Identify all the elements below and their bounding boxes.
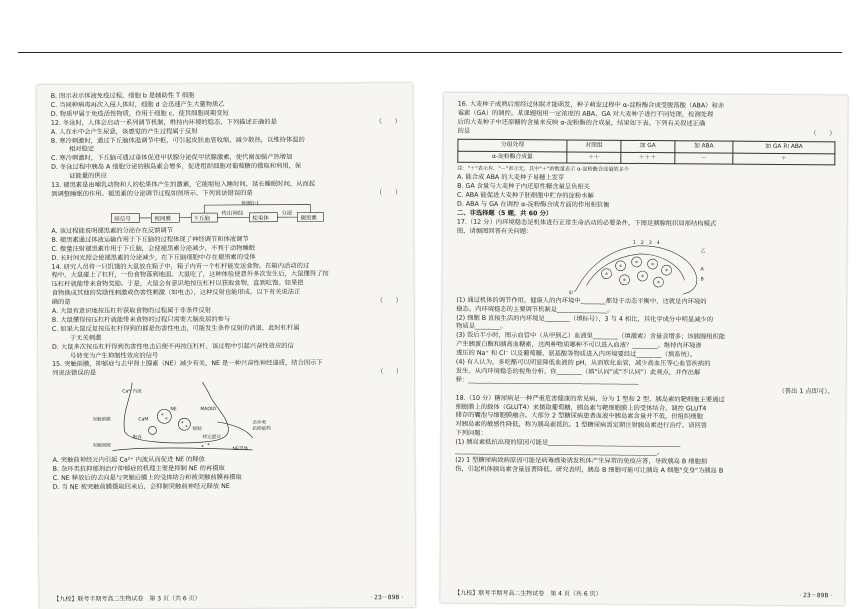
q15-option-a: A. 突触前神经元内引起 Ca²⁺ 内流从而促进 NE 的释放: [53, 455, 403, 466]
q12-option-a: A. 人在水中会产生尿意，该感觉的产生过程属于反射: [51, 127, 401, 138]
fig-label-jia: 甲: [568, 289, 573, 296]
q17-item-4-cont2: 释：______________________________________________________: [456, 377, 834, 389]
question-13: 13. 褪黑素是由哺乳动物和人的松果体产生的激素，它能缩短入睡时间，延长睡眠时间，从而起: [51, 180, 401, 191]
node-efferent: 传出神经: [221, 209, 244, 217]
question-18-line1: 18.（10 分）糖尿病是一种严重危害健康的常见病，分为 1 型和 2 型，胰岛素的靶细胞主要通过: [456, 394, 834, 406]
question-18-line3: 储存的囊泡与细胞膜融合。大部分 2 型糖尿病患者血液中胰岛素含量并不低，但组织细胞: [455, 412, 833, 424]
q14-option-d: D. 大鼠多次按压杠杆得到伤害性电击后便不再按压杠杆，该过程中引起兴奋性效应的信: [52, 342, 402, 353]
q11-option-c: C. 当同种病毒再次入侵人体时，细胞 d 会迅速产生大量物质乙: [51, 100, 401, 111]
q17-item-4: (4) 有人认为，多吃醋可以明显降低血液的 pH，从而软化血管，减少高血压等心血管疾病的: [456, 359, 834, 371]
q11-option-d: D. 物质甲属于免疫活性物质，作用于细胞 c，使其细胞周期变短: [51, 109, 401, 120]
fig-label-3: 3: [649, 240, 652, 246]
table-cell: 加 GA: [621, 140, 675, 152]
pancreas-tissue-diagram: [456, 238, 834, 297]
section-heading-2: 二、非选择题（5 题，共 60 分）: [457, 210, 835, 222]
q17-item-2: (2) 细胞 B 直接生活的内环境是________（填标号），3 与 4 相比，其化学成分中明显减少的: [456, 314, 834, 326]
q12-option-d: D. 冬泳过程中胰岛 A 细胞分泌的胰岛素会增多，促进组织细胞对葡萄糖的摄取和利用，保: [51, 162, 401, 173]
table-cell: －: [674, 152, 733, 164]
q17-item-3-cont: 产生胰蛋白酶和胰高血糖素，这两种物质哪种不可以进入血液？________。维持内环境渗: [456, 341, 834, 353]
feedback-label: 抑制(-): [241, 200, 258, 206]
node-melatonin: 褪黑素: [300, 213, 317, 221]
label-cam: CaM: [138, 417, 148, 423]
label-transporter: 转运蛋白: [202, 433, 221, 440]
node-retina: 视网膜: [154, 214, 171, 222]
fig-label-4: 4: [657, 240, 660, 246]
table-cell: α-淀粉酶合成量: [458, 151, 567, 164]
pancreas-svg: [456, 238, 836, 297]
fig-label-1: 1: [633, 240, 636, 246]
q14-option-a: A. 大鼠有意识地按压杠杆获取食物的过程属于非条件反射: [52, 306, 402, 317]
node-hypothalamus: 下丘脑: [193, 214, 210, 222]
q18-item-1: (1) 胰岛素抵抗出现的原因可能是__________________________________________: [455, 439, 833, 451]
question-14-line2: 程中，大鼠碰上了杠杆，一份食物落到地面。大鼠吃了，这种体验使意外多次发生后，大鼠懂得了按: [52, 270, 402, 281]
q14-option-d-cont: 号转变为产生抑制性效应的信号: [52, 351, 402, 362]
question-15-line2: （ ） 列说法错误的是: [52, 368, 402, 379]
q12-option-b-cont: 相对稳定: [51, 145, 401, 156]
q18-item-1-cont: ________________________________________________________________。: [455, 448, 833, 460]
label-endocytosis: 胞吞: [132, 434, 142, 441]
q14-option-c-cont: 于无关刺激: [52, 333, 402, 344]
question-17-line1: 17.（12 分）内环境稳态是机体进行正常生命活动的必要条件，下图是胰腺组织局部结构模式: [457, 219, 835, 231]
question-14-line5: （ ） 确的是: [52, 297, 402, 308]
q13-option-b: B. 褪黑素通过体液运输作用于下丘脑的过程体现了神经调节和体液调节: [51, 235, 401, 246]
right-footer-title: 【九校】联考半期考高二生物试卷 第 4 页（共 6 页）: [454, 588, 601, 598]
q14-option-c: C. 如果大鼠反复按压杠杆得到的都是伤害性电击，可能发生条件反射的消退，此时杠杆属: [52, 324, 402, 335]
label-ca-influx: Ca²⁺内流: [122, 388, 142, 395]
label-antidepressant: 抗抑郁药: [252, 425, 271, 432]
q12-option-c: C. 寒冷刺激时，下丘脑可通过垂体促进甲状腺分泌促甲状腺激素，使代谢加强产热增加: [51, 153, 401, 164]
question-16-line1: 16. 大麦种子成熟后需经过休眠才能萌发，种子萌发过程中 α-淀粉酶合成受脱落酸（ABA）和赤: [458, 101, 836, 113]
synapse-svg: [52, 379, 402, 455]
node-pineal: 松果体: [252, 214, 269, 222]
node-dark-signal: 暗信号: [114, 214, 131, 222]
question-12: （ ） 12. 冬泳时，人体会启动一系列调节机制，维持内环境的稳态，下列描述正确的是: [51, 118, 401, 129]
q17-item-1: (1) 通过机体的调节作用，健康人的内环境中________都处于动态平衡中，这就是内环境的: [456, 296, 834, 308]
melatonin-flow-svg: [51, 200, 401, 226]
amylase-table: [457, 138, 835, 165]
q18-item-2: (2) 1 型糖尿病致病原因可能是病毒感染诱发机体产生异常的免疫应答，导致胰岛 B 细胞损: [455, 457, 833, 469]
melatonin-flow-diagram: [51, 200, 401, 226]
left-footer-code: · 23－89B ·: [370, 592, 403, 601]
question-15-line1: 15. 突触前膜，抑郁症与去甲肾上腺素（NE）减少有关，NE 是一种兴奋性神经递质，结合图示下: [52, 360, 402, 371]
q15-option-c: C. NE 释放后的去向是与突触后膜上的受体结合和被突触前膜再摄取: [53, 473, 403, 484]
q18-item-2-cont: 伤，引起机体胰岛素含量显著降低。研究表明，胰岛 B 细胞可能可让胰岛 A 细胞"变身"为胰岛 B: [455, 466, 833, 478]
label-ne-receptor: NE受体: [233, 445, 249, 452]
left-page-text: [51, 91, 403, 493]
right-footer: [454, 588, 832, 600]
question-16-line2: 霉素（GA）的调控。某课题组用一定浓度的 ABA、GA 对大麦种子进行不同处理，检测处理: [458, 110, 836, 122]
q15-option-b: B. 杂环类抗抑郁剂治疗抑郁症的机理主要是抑制 NE 的再摄取: [53, 464, 403, 475]
question-13-cont: （ ） 到调整睡眠的作用。褪黑素的分泌调节过程如图所示，下列说法错误的是: [51, 189, 401, 200]
question-18-line5: 下列问题：: [455, 430, 833, 442]
question-17-line2: 图，请据图回答有关问题：: [457, 227, 835, 239]
top-rule: [18, 52, 842, 53]
left-footer-title: 【九校】联考半期考高二生物试卷 第 3 页（共 6 页）: [53, 593, 200, 603]
label-maoid: MAOID: [200, 406, 216, 412]
q17-item-1-cont: 稳态。内环境稳态的主要调节机制是________________。: [456, 305, 834, 317]
q13-option-c: C. 微量注射褪黑素作用于下丘脑，会使褪黑素分泌减少，不利于动物睡眠: [51, 244, 401, 255]
q16-option-d: D. ABA 与 GA 在调控 α-淀粉酶合成方面的作用相抗衡: [457, 201, 835, 213]
q12-option-d-cont: 证能量的供应: [51, 171, 401, 182]
q16-option-c: C. ABA 能促进大麦种子胚细胞中贮存的淀粉水解: [457, 192, 835, 204]
q15-option-d: D. 当 NE 被突触前膜摄取回来后，会抑制突触前神经元释放 NE: [53, 482, 403, 493]
fig-label-b: B: [700, 276, 703, 282]
q14-option-b: B. 大鼠懂得按压杠杆就能带来食物的过程只需要大脑皮层的参与: [52, 315, 402, 326]
question-14-line1: 14. 研究人员将一只饥饿的大鼠放在箱子中，箱子内有一个杠杆能发送食物。在箱内活动的过: [52, 262, 402, 273]
q11-option-b: B. 图示表示体液免疫过程，细胞 b 是辅助性 T 细胞: [51, 91, 401, 102]
q17-item-3: (3) 饭后半小时，图示血管中（从甲到乙）血液里________（填激素）含量会增多；该胰腺组织能: [456, 332, 834, 344]
right-footer-code: · 23－89B ·: [799, 590, 832, 599]
fig-label-a: A: [701, 266, 705, 272]
table-cell: 加 ABA: [674, 140, 733, 152]
question-16-line4: （ ） 的是: [457, 127, 835, 139]
table-cell: ＋＋: [567, 151, 621, 163]
q16-option-b: B. GA 含量与大麦种子内还原性糖含量呈负相关: [457, 183, 835, 195]
q16-option-a: A. 能合成 ABA 的大麦种子易穗上发芽: [457, 174, 835, 186]
q17-item-3-cont2: 透压的 Na⁺ 和 Cl⁻ 以及葡萄糖、氨基酸等物质进入内环境要经过________（填系统）。: [456, 350, 834, 362]
label-tricyclic: 杂环类: [252, 419, 266, 426]
q13-option-a: A. 该过程能说明褪黑素的分泌存在反馈调节: [51, 226, 401, 237]
question-14-line3: 压杠杆就能带来食物奖励。于是，大鼠会有意识地按压杠杆以获取食物，直到吃饱。如果把: [52, 279, 402, 290]
table-note: 注："＋"表示有，"－"表示无，其中"＋"的数量表示 α-淀粉酶合成量的多少: [457, 165, 835, 177]
fig-label-2: 2: [641, 240, 644, 246]
table-cell: ＋＋＋: [621, 152, 675, 164]
question-18-line2: 细胞膜上的载体（GLUT4）来摄取葡萄糖，胰岛素与靶细胞膜上的受体结合，调控 GLUT4: [456, 403, 834, 415]
node-secrete: 分泌: [281, 209, 293, 217]
table-cell: ＋: [733, 153, 835, 166]
question-14-line4: 食物换成其他的奖励性刺激或伤害性刺激（如电击），这种反射也能形成。以下有关说法正: [52, 288, 402, 299]
question-18-line4: 对胰岛素的敏感性降低，称为胰岛素抵抗。1 型糖尿病需定期注射胰岛素进行治疗。请回答: [455, 421, 833, 433]
exam-page-3: [37, 83, 416, 609]
synapse-diagram: [52, 379, 402, 455]
table-cell: 对照组: [567, 140, 621, 152]
right-page-text: [455, 101, 836, 477]
label-presynaptic: 突触前膜: [92, 416, 111, 423]
left-footer: [53, 592, 403, 603]
table-cell: 加 GA 和 ABA: [733, 141, 835, 154]
answer-hint: （答出 1 点即可）。: [456, 385, 834, 397]
q17-item-4-cont: 发生。从内环境稳态的视角分析，你________（填"认同"或"不认同"）此观点，并作出解: [456, 368, 834, 380]
q13-option-d: D. 长时间光照会使褪黑素的分泌减少，在下丘脑细胞中存在褪黑素的受体: [52, 253, 402, 264]
label-ne: NE: [170, 407, 176, 413]
q12-option-b: B. 寒冷刺激时，通过下丘脑体温调节中枢，可引起皮肤血管收缩，减少散热，以维持体温的: [51, 136, 401, 147]
label-inhibit: 抑制: [192, 425, 202, 432]
label-cleft: 突触间隙: [93, 442, 112, 449]
question-16-line3: 后的大麦种子中还原糖的含量来反映 α-淀粉酶的合成量，结果如下表。下列有关叙述正确: [458, 119, 836, 131]
q17-item-2-cont: 物质是________。: [456, 323, 834, 335]
table-row: [458, 151, 835, 166]
table-cell: 分组处理: [458, 139, 567, 152]
fig-label-yi: 乙: [701, 247, 706, 254]
exam-page-4: [440, 93, 848, 606]
